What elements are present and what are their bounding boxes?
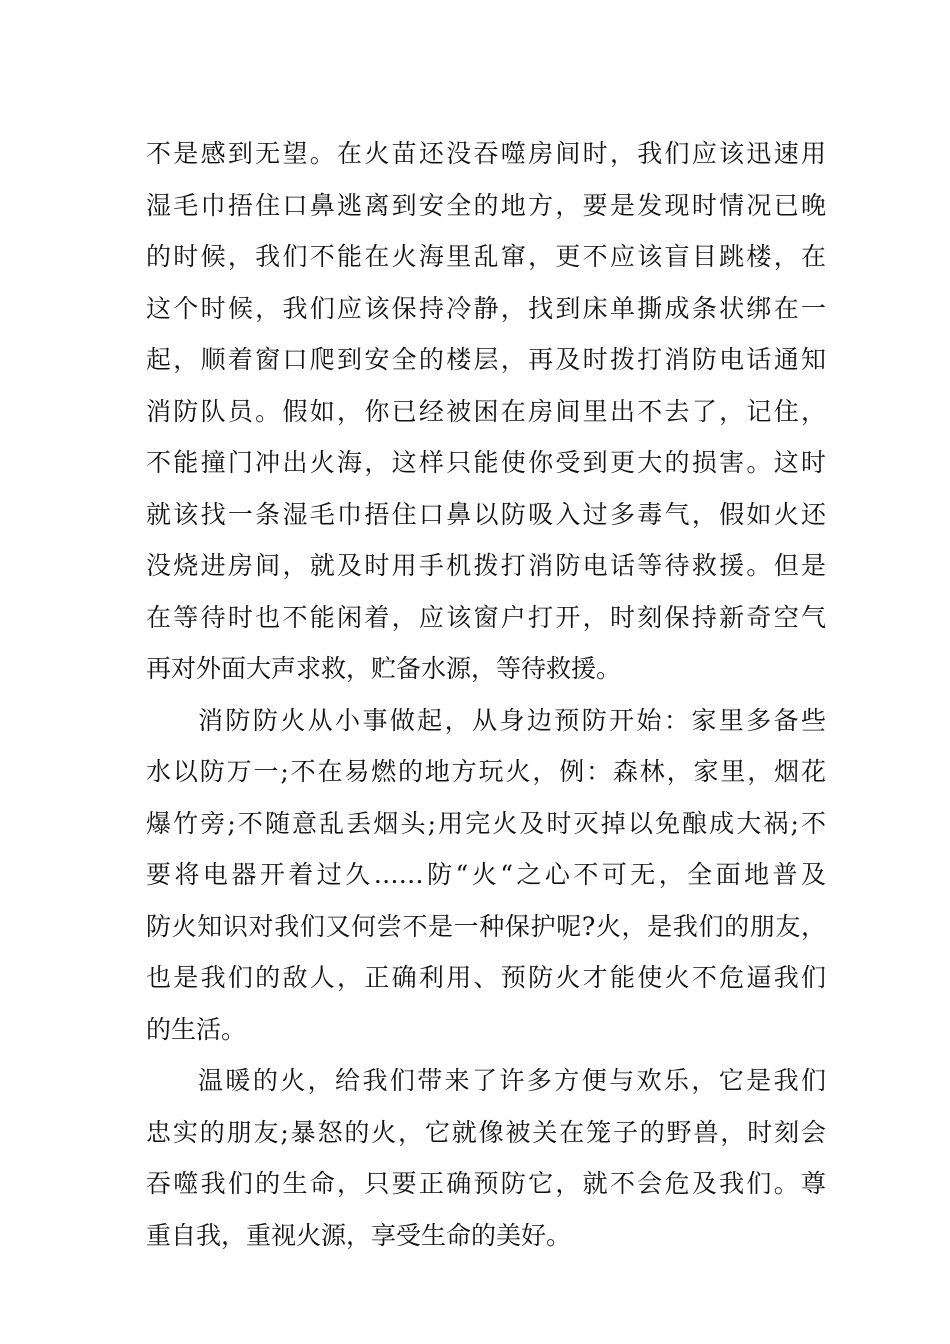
text-line: 湿毛巾捂住口鼻逃离到安全的地方，要是发现时情况已晚 bbox=[146, 190, 826, 220]
text-line: 水以防万一;不在易燃的地方玩火，例：森林，家里，烟花 bbox=[146, 757, 826, 786]
text-line: 忠实的朋友;暴怒的火，它就像被关在笼子的野兽，时刻会 bbox=[146, 1117, 826, 1147]
text-line: 再对外面大声求救，贮备水源，等待救援。 bbox=[146, 654, 622, 683]
text-line: 没烧进房间，就及时用手机拨打消防电话等待救援。但是 bbox=[146, 551, 826, 580]
text-line: 的时候，我们不能在火海里乱窜，更不应该盲目跳楼，在 bbox=[146, 242, 826, 271]
text-line: 也是我们的敌人，正确利用、预防火才能使火不危逼我们 bbox=[146, 963, 826, 992]
text-line: 这个时候，我们应该保持冷静，找到床单撕成条状绑在一 bbox=[146, 293, 826, 323]
text-line: 不能撞门冲出火海，这样只能使你受到更大的损害。这时 bbox=[146, 448, 826, 477]
text-line: 防火知识对我们又何尝不是一种保护呢?火，是我们的朋友， bbox=[146, 911, 826, 941]
text-line: 就该找一条湿毛巾捂住口鼻以防吸入过多毒气，假如火还 bbox=[146, 499, 826, 529]
text-line: 不是感到无望。在火苗还没吞噬房间时，我们应该迅速用 bbox=[146, 139, 826, 168]
body-text bbox=[146, 128, 826, 1261]
text-line: 要将电器开着过久……防“火“之心不可无，全面地普及 bbox=[146, 860, 826, 889]
text-line: 的生活。 bbox=[146, 1014, 247, 1044]
text-line: 消防队员。假如，你已经被困在房间里出不去了，记住， bbox=[146, 396, 826, 426]
text-line: 在等待时也不能闲着，应该窗户打开，时刻保持新奇空气 bbox=[146, 602, 826, 632]
text-line: 爆竹旁;不随意乱丢烟头;用完火及时灭掉以免酿成大祸;不 bbox=[146, 808, 826, 838]
paragraph-first-line: 消防防火从小事做起，从身边预防开始：家里多备些 bbox=[198, 705, 826, 735]
text-line: 起，顺着窗口爬到安全的楼层，再及时拨打消防电话通知 bbox=[146, 345, 826, 374]
text-line: 重自我，重视火源，享受生命的美好。 bbox=[146, 1220, 572, 1250]
text-line: 吞噬我们的生命，只要正确预防它，就不会危及我们。尊 bbox=[146, 1169, 826, 1198]
paragraph-first-line: 温暖的火，给我们带来了许多方便与欢乐，它是我们 bbox=[198, 1066, 826, 1095]
